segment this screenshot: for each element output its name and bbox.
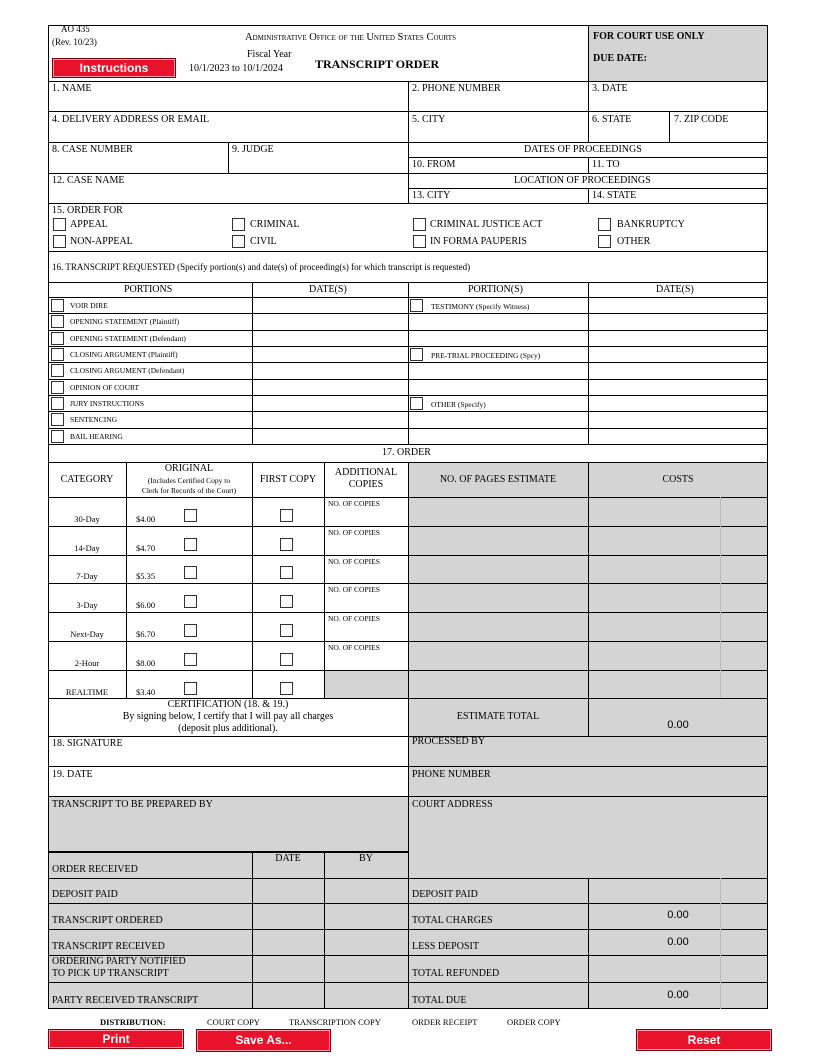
notified-label2: TO PICK UP TRANSCRIPT <box>52 968 169 979</box>
transcript-requested-label: 16. TRANSCRIPT REQUESTED (Specify portion(s) and date(s) of proceeding(s) for which transcript is requested) <box>52 262 471 272</box>
portion-label: JURY INSTRUCTIONS <box>70 399 145 408</box>
proc-state-field[interactable]: 14. STATE <box>592 190 637 201</box>
appeal-checkbox[interactable] <box>53 218 66 231</box>
original-note1: (Includes Certified Copy to <box>147 476 231 485</box>
order-heading: 17. ORDER <box>382 447 431 458</box>
portion-label: CLOSING ARGUMENT (Plaintiff) <box>70 350 178 359</box>
transcript-ordered-label: TRANSCRIPT ORDERED <box>52 915 163 926</box>
order-copy-label: ORDER COPY <box>507 1017 561 1027</box>
portion-checkbox[interactable] <box>51 348 64 361</box>
civil-label: CIVIL <box>250 236 277 247</box>
city-field[interactable]: 5. CITY <box>412 114 446 125</box>
portion-label: CLOSING ARGUMENT (Defendant) <box>70 366 185 375</box>
save-as-button[interactable]: Save As... <box>196 1029 331 1052</box>
name-field[interactable]: 1. NAME <box>52 83 92 94</box>
first-copy-checkbox[interactable] <box>280 682 293 695</box>
first-copy-header: FIRST COPY <box>259 474 317 485</box>
appeal-label: APPEAL <box>70 219 108 230</box>
dates-of-proceedings: DATES OF PROCEEDINGS <box>524 144 642 155</box>
less-deposit-label: LESS DEPOSIT <box>412 941 479 952</box>
first-copy-checkbox[interactable] <box>280 653 293 666</box>
criminal-checkbox[interactable] <box>232 218 245 231</box>
additional-header1: ADDITIONAL <box>334 467 398 478</box>
original-checkbox[interactable] <box>184 509 197 522</box>
estimate-total-label: ESTIMATE TOTAL <box>456 711 540 722</box>
total-due-value: 0.00 <box>667 989 689 1001</box>
order-price: $8.00 <box>136 658 156 668</box>
original-checkbox[interactable] <box>184 538 197 551</box>
notified-label1: ORDERING PARTY NOTIFIED <box>52 956 186 967</box>
order-price: $5.35 <box>136 571 156 581</box>
court-address-label: COURT ADDRESS <box>412 799 493 810</box>
first-copy-checkbox[interactable] <box>280 624 293 637</box>
state-field[interactable]: 6. STATE <box>592 114 632 125</box>
certification-line1: By signing below, I certify that I will pay all charges <box>122 711 334 722</box>
portion-label: VOIR DIRE <box>70 301 108 310</box>
agency-name: Administrative Office of the United States Courts <box>245 32 456 43</box>
instructions-button[interactable]: Instructions <box>52 58 176 78</box>
first-copy-checkbox[interactable] <box>280 509 293 522</box>
party-received-label: PARTY RECEIVED TRANSCRIPT <box>52 995 199 1006</box>
to-field[interactable]: 11. TO <box>592 159 620 170</box>
no-of-copies-label: NO. OF COPIES <box>328 585 380 594</box>
cja-label: CRIMINAL JUSTICE ACT <box>430 219 543 230</box>
pretrial-checkbox[interactable] <box>410 348 423 361</box>
order-price: $3.40 <box>136 687 156 697</box>
order-price: $6.00 <box>136 600 156 610</box>
dates2-header: DATE(S) <box>656 284 694 295</box>
portion-checkbox[interactable] <box>51 397 64 410</box>
portions2-header: PORTION(S) <box>468 284 523 295</box>
portion-checkbox[interactable] <box>51 332 64 345</box>
original-checkbox[interactable] <box>184 624 197 637</box>
from-field[interactable]: 10. FROM <box>412 159 456 170</box>
zip-field[interactable]: 7. ZIP CODE <box>674 114 729 125</box>
court-use-label: FOR COURT USE ONLY <box>593 31 705 42</box>
order-for-label: 15. ORDER FOR <box>52 205 123 216</box>
order-category: REALTIME <box>65 687 109 697</box>
other-portion-label: OTHER (Specify) <box>431 400 486 409</box>
pretrial-label: PRE-TRIAL PROCEEDING (Spcy) <box>431 351 541 360</box>
other-checkbox[interactable] <box>598 235 611 248</box>
original-checkbox[interactable] <box>184 595 197 608</box>
original-checkbox[interactable] <box>184 682 197 695</box>
fiscal-year-range: 10/1/2023 to 10/1/2024 <box>189 63 283 74</box>
portion-label: OPENING STATEMENT (Defendant) <box>70 334 186 343</box>
other-portion-checkbox[interactable] <box>410 397 423 410</box>
original-checkbox[interactable] <box>184 653 197 666</box>
total-due-label: TOTAL DUE <box>412 995 467 1006</box>
non-appeal-checkbox[interactable] <box>53 235 66 248</box>
form-id: AO 435 <box>61 24 90 34</box>
processed-by-label: PROCESSED BY <box>412 736 486 747</box>
order-category: 3-Day <box>76 600 98 610</box>
phone-field[interactable]: 2. PHONE NUMBER <box>412 83 501 94</box>
case-name-field[interactable]: 12. CASE NAME <box>52 175 125 186</box>
portion-checkbox[interactable] <box>51 381 64 394</box>
certification-title: CERTIFICATION (18. & 19.) <box>167 699 289 710</box>
order-price: $6.70 <box>136 629 156 639</box>
original-checkbox[interactable] <box>184 566 197 579</box>
civil-checkbox[interactable] <box>232 235 245 248</box>
total-charges-label: TOTAL CHARGES <box>412 915 493 926</box>
bankruptcy-checkbox[interactable] <box>598 218 611 231</box>
portion-label: OPINION OF COURT <box>70 383 140 392</box>
estimate-total-value: 0.00 <box>667 719 689 731</box>
costs-header: COSTS <box>662 474 694 485</box>
order-category: 30-Day <box>74 514 100 524</box>
case-number-field[interactable]: 8. CASE NUMBER <box>52 144 133 155</box>
first-copy-checkbox[interactable] <box>280 538 293 551</box>
testimony-label: TESTIMONY (Specify Witness) <box>431 302 530 311</box>
order-received-label: ORDER RECEIVED <box>52 864 138 875</box>
tracking-date-header: DATE <box>275 853 301 864</box>
order-price: $4.70 <box>136 543 156 553</box>
no-of-copies-label: NO. OF COPIES <box>328 499 380 508</box>
prepared-by-label: TRANSCRIPT TO BE PREPARED BY <box>52 799 213 810</box>
order-price: $4.00 <box>136 514 156 524</box>
transcript-received-label: TRANSCRIPT RECEIVED <box>52 941 165 952</box>
order-category: 2-Hour <box>74 658 100 668</box>
order-category: 14-Day <box>74 543 100 553</box>
r-deposit-paid-label: DEPOSIT PAID <box>412 889 478 900</box>
proc-city-field[interactable]: 13. CITY <box>412 190 451 201</box>
portion-checkbox[interactable] <box>51 315 64 328</box>
total-charges-value: 0.00 <box>667 909 689 921</box>
court-copy-label: COURT COPY <box>207 1017 260 1027</box>
no-of-copies-label: NO. OF COPIES <box>328 557 380 566</box>
less-deposit-value: 0.00 <box>667 936 689 948</box>
order-receipt-label: ORDER RECEIPT <box>412 1017 478 1027</box>
additional-header2: COPIES <box>348 479 384 490</box>
first-copy-checkbox[interactable] <box>280 566 293 579</box>
due-date-label: DUE DATE: <box>593 53 647 64</box>
distribution-label: DISTRIBUTION: <box>100 1017 166 1027</box>
total-refunded-label: TOTAL REFUNDED <box>412 968 500 979</box>
print-button[interactable]: Print <box>48 1029 184 1049</box>
portion-label: SENTENCING <box>70 415 118 424</box>
reset-button[interactable]: Reset <box>636 1029 772 1051</box>
judge-field[interactable]: 9. JUDGE <box>232 144 274 155</box>
portion-checkbox[interactable] <box>51 364 64 377</box>
pages-header: NO. OF PAGES ESTIMATE <box>439 474 557 485</box>
no-of-copies-label: NO. OF COPIES <box>328 643 380 652</box>
form-title: TRANSCRIPT ORDER <box>315 57 440 71</box>
certification-line2: (deposit plus additional). <box>178 723 278 734</box>
bankruptcy-label: BANKRUPTCY <box>617 219 685 230</box>
portion-checkbox[interactable] <box>51 299 64 312</box>
portion-label: OPENING STATEMENT (Plaintiff) <box>70 317 180 326</box>
sig-date-field[interactable]: 19. DATE <box>52 769 93 780</box>
phone-number-label: PHONE NUMBER <box>412 769 491 780</box>
testimony-checkbox[interactable] <box>410 299 423 312</box>
no-of-copies-label: NO. OF COPIES <box>328 528 380 537</box>
non-appeal-label: NON-APPEAL <box>70 236 133 247</box>
first-copy-checkbox[interactable] <box>280 595 293 608</box>
original-header: ORIGINAL <box>164 463 214 474</box>
category-header: CATEGORY <box>60 474 114 485</box>
transcription-copy-label: TRANSCRIPTION COPY <box>289 1017 381 1027</box>
order-category: Next-Day <box>70 629 104 639</box>
criminal-label: CRIMINAL <box>250 219 300 230</box>
ifp-label: IN FORMA PAUPERIS <box>430 236 527 247</box>
dates-header: DATE(S) <box>309 284 347 295</box>
delivery-field[interactable]: 4. DELIVERY ADDRESS OR EMAIL <box>52 114 210 125</box>
deposit-paid-label: DEPOSIT PAID <box>52 889 118 900</box>
other-label: OTHER <box>617 236 651 247</box>
no-of-copies-label: NO. OF COPIES <box>328 614 380 623</box>
date-field[interactable]: 3. DATE <box>592 83 628 94</box>
original-note2: Clerk for Records of the Court) <box>141 486 237 495</box>
portion-checkbox[interactable] <box>51 430 64 443</box>
order-category: 7-Day <box>76 571 98 581</box>
portion-checkbox[interactable] <box>51 413 64 426</box>
fiscal-year-label: Fiscal Year <box>247 49 292 60</box>
location-of-proceedings: LOCATION OF PROCEEDINGS <box>514 175 651 186</box>
ifp-checkbox[interactable] <box>413 235 426 248</box>
cja-checkbox[interactable] <box>413 218 426 231</box>
form-rev: (Rev. 10/23) <box>52 37 97 47</box>
portion-label: BAIL HEARING <box>70 432 123 441</box>
portions-header: PORTIONS <box>124 284 173 295</box>
signature-field[interactable]: 18. SIGNATURE <box>52 738 123 749</box>
tracking-by-header: BY <box>359 853 373 864</box>
